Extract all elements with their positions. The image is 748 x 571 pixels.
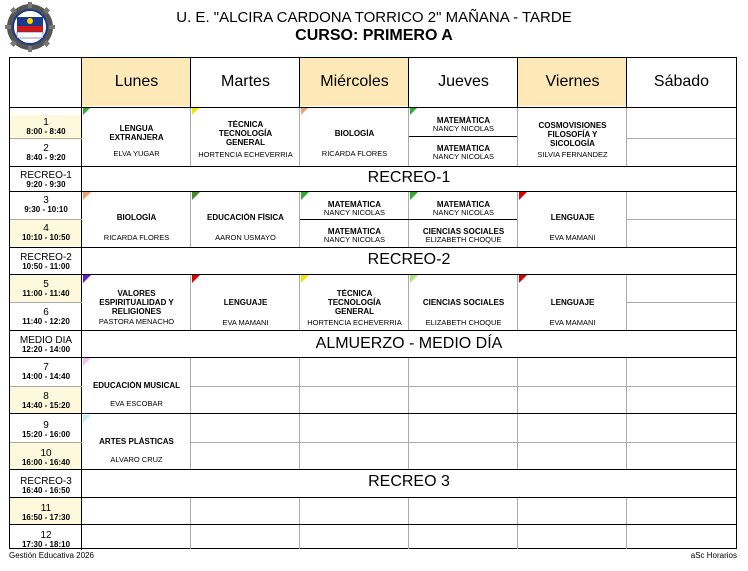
subject-color-marker	[410, 192, 418, 200]
lesson-cell	[518, 298, 627, 327]
lesson-teacher: SILVIA FERNANDEZ	[537, 150, 608, 159]
lesson-teacher: NANCY NICOLAS	[323, 208, 386, 217]
lesson-cell	[82, 213, 191, 242]
lesson-subject: LENGUA EXTRANJERA	[109, 124, 164, 142]
subject-color-marker	[519, 275, 527, 283]
lesson-teacher: NANCY NICOLAS	[432, 124, 495, 133]
lesson-cell	[191, 213, 300, 242]
course-title: CURSO: PRIMERO A	[295, 27, 453, 44]
subject-color-marker	[192, 192, 200, 200]
lesson-subject: BIOLOGÍA	[334, 129, 375, 138]
lesson-cell	[409, 200, 518, 217]
lesson-subject: CIENCIAS SOCIALES	[422, 227, 505, 236]
lesson-cell	[409, 227, 518, 244]
period-label: 1 8:00 - 8:40	[10, 115, 82, 140]
lesson-subject: LENGUAJE	[550, 213, 595, 222]
day-header-wednesday: Miércoles	[300, 58, 409, 106]
recess-banner: RECREO-1	[367, 169, 451, 186]
lesson-subject: MATEMÁTICA	[327, 227, 382, 236]
recess-banner: RECREO 3	[368, 473, 450, 490]
timetable-grid	[9, 57, 737, 549]
period-label: MEDIO DIA 12:20 - 14:00	[19, 335, 73, 354]
lesson-teacher: HORTENCIA ECHEVERRIA	[307, 318, 402, 327]
lesson-cell	[191, 298, 300, 327]
subject-color-marker	[83, 415, 91, 423]
period-label: 6 11:40 - 12:20	[22, 307, 70, 326]
lesson-teacher: RICARDA FLORES	[321, 149, 388, 158]
lesson-cell	[518, 121, 627, 159]
day-header-monday: Lunes	[82, 58, 191, 106]
lesson-subject: EDUCACIÓN MUSICAL	[92, 381, 181, 390]
lesson-teacher: EVA ESCOBAR	[110, 399, 163, 408]
lesson-cell	[82, 124, 191, 158]
lesson-teacher: EVA MAMANI	[222, 318, 269, 327]
period-label: 4 10:10 - 10:50	[10, 219, 82, 246]
subject-color-marker	[83, 107, 91, 115]
lesson-subject: MATEMÁTICA	[436, 200, 491, 209]
subject-color-marker	[192, 107, 200, 115]
lesson-teacher: HORTENCIA ECHEVERRIA	[198, 150, 293, 159]
lesson-teacher: ELIZABETH CHOQUE	[425, 318, 502, 327]
subject-color-marker	[410, 107, 418, 115]
day-header-thursday: Jueves	[438, 73, 489, 90]
day-header-tuesday: Martes	[221, 73, 270, 90]
period-label: RECREO-2 10:50 - 11:00	[20, 252, 72, 271]
period-label: RECREO-3 16:40 - 16:50	[20, 476, 72, 495]
lesson-cell	[409, 144, 518, 161]
day-header-saturday: Sábado	[653, 73, 710, 90]
day-header-friday: Viernes	[518, 58, 627, 106]
footer-left: Gestión Educativa 2026	[9, 551, 94, 560]
lesson-teacher: ELVA YUGAR	[113, 149, 160, 158]
lesson-cell	[409, 298, 518, 327]
lesson-cell	[82, 437, 191, 464]
period-label: 9 15:20 - 16:00	[21, 420, 71, 439]
lesson-subject: MATEMÁTICA	[436, 144, 491, 153]
lesson-subject: TÉCNICA TECNOLOGÍA GENERAL	[327, 289, 382, 316]
lesson-subject: VALORES ESPIRITUALIDAD Y RELIGIONES	[99, 289, 174, 316]
subject-color-marker	[83, 275, 91, 283]
lesson-subject: MATEMÁTICA	[436, 116, 491, 125]
lesson-cell	[300, 289, 409, 327]
lesson-cell	[300, 227, 409, 244]
recess-banner: RECREO-2	[367, 251, 451, 268]
period-label: 2 8:40 - 9:20	[26, 143, 66, 162]
lesson-subject: COSMOVISIONES FILOSOFÍA Y SICOLOGÍA	[538, 121, 607, 148]
lesson-teacher: NANCY NICOLAS	[432, 208, 495, 217]
subject-color-marker	[301, 275, 309, 283]
lesson-subject: MATEMÁTICA	[327, 200, 382, 209]
lesson-teacher: PASTORA MENACHO	[98, 317, 175, 326]
subject-color-marker	[83, 358, 91, 366]
subject-color-marker	[301, 192, 309, 200]
lesson-teacher: ELIZABETH CHOQUE	[425, 235, 502, 244]
subject-color-marker	[83, 192, 91, 200]
footer-right: aSc Horarios	[690, 551, 737, 560]
period-label: RECREO-1 9:20 - 9:30	[20, 170, 72, 189]
subject-color-marker	[192, 275, 200, 283]
school-title: U. E. "ALCIRA CARDONA TORRICO 2" MAÑANA - TARDE	[176, 9, 572, 26]
lesson-subject: CIENCIAS SOCIALES	[422, 298, 505, 307]
lesson-teacher: AARON USMAYO	[215, 233, 276, 242]
period-label: 11 16:50 - 17:30	[10, 498, 82, 525]
subject-color-marker	[519, 192, 527, 200]
lesson-teacher: NANCY NICOLAS	[323, 235, 386, 244]
recess-banner: ALMUERZO - MEDIO DÍA	[315, 335, 503, 352]
lesson-subject: TÉCNICA TECNOLOGÍA GENERAL	[218, 120, 273, 147]
lesson-cell	[191, 120, 300, 159]
lesson-cell	[518, 213, 627, 242]
lesson-teacher: NANCY NICOLAS	[432, 152, 495, 161]
period-label: 12 17:30 - 18:10	[21, 530, 71, 549]
lesson-cell	[82, 289, 191, 326]
lesson-subject: BIOLOGÍA	[116, 213, 157, 222]
lesson-subject: LENGUAJE	[223, 298, 268, 307]
period-label: 3 9:30 - 10:10	[24, 195, 68, 214]
lesson-teacher: EVA MAMANI	[549, 233, 596, 242]
period-label: 10 16:00 - 16:40	[10, 443, 82, 470]
period-label: 5 11:00 - 11:40	[10, 275, 82, 302]
lesson-subject: LENGUAJE	[550, 298, 595, 307]
lesson-cell	[300, 200, 409, 217]
lesson-cell	[300, 129, 409, 158]
lesson-teacher: EVA MAMANI	[549, 318, 596, 327]
lesson-subject: ARTES PLÁSTICAS	[99, 437, 174, 446]
lesson-cell	[82, 381, 191, 408]
period-label: 8 14:40 - 15:20	[10, 386, 82, 413]
subject-color-marker	[301, 107, 309, 115]
lesson-teacher: ALVARO CRUZ	[110, 455, 163, 464]
subject-color-marker	[410, 275, 418, 283]
lesson-subject: EDUCACIÓN FÍSICA	[207, 213, 284, 222]
lesson-teacher: RICARDA FLORES	[103, 233, 170, 242]
lesson-cell	[409, 116, 518, 133]
period-label: 7 14:00 - 14:40	[21, 362, 71, 381]
